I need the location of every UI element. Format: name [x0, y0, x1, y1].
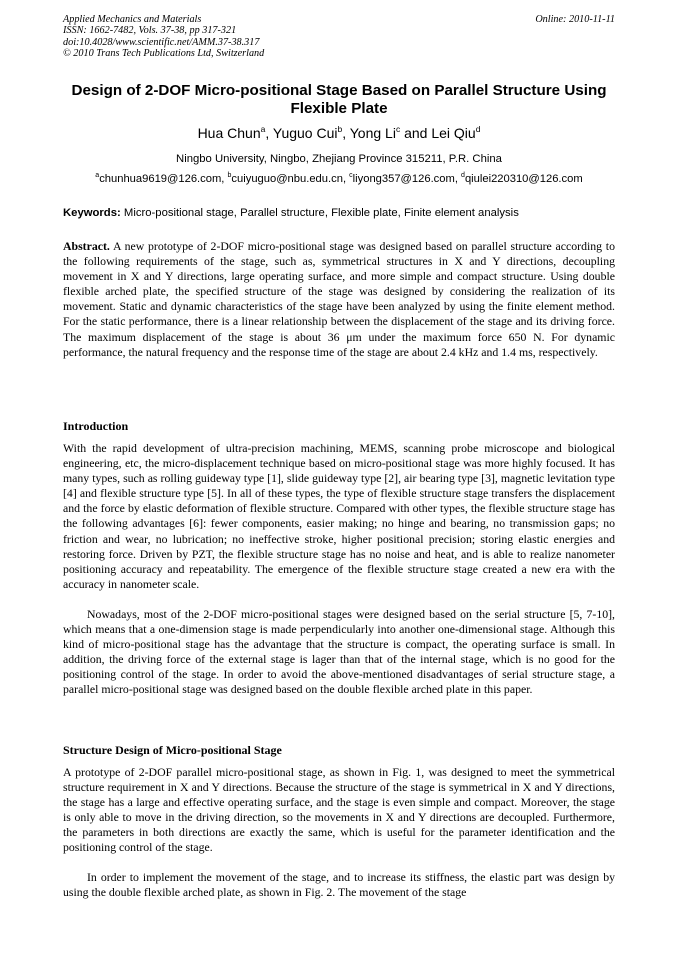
author-sep: ,: [265, 125, 273, 141]
journal-copyright: © 2010 Trans Tech Publications Ltd, Switzerland: [63, 48, 265, 60]
intro-paragraph-2: Nowadays, most of the 2-DOF micro-positional stages were designed based on the serial structure [5, 7-10], which means that a one-dimension stage is made perpendicularly into another one-dimensional stage. Although this kind of micro-positional stage has the advantage that the structure is compact, the operating surface is small. In addition, the driving force of the external stage is lager than that of the internal stage, which is no good for the positioning control of the stage. In order to avoid the above-mentioned disadvantages of serial structure stage, a parallel micro-positional stage was designed based on the double flexible arched plate in this paper.: [63, 607, 615, 697]
email-address[interactable]: liyong357@126.com: [352, 173, 455, 185]
author-sep: ,: [342, 125, 350, 141]
section-heading-introduction: Introduction: [63, 419, 129, 433]
journal-issn: ISSN: 1662-7482, Vols. 37-38, pp 317-321: [63, 25, 237, 37]
affiliation: Ningbo University, Ningbo, Zhejiang Province 315211, P.R. China: [176, 153, 502, 165]
author-sup: d: [475, 124, 481, 134]
author-name: Yong Li: [349, 125, 396, 141]
author-sep: and: [400, 125, 432, 141]
author-name: Hua Chun: [197, 125, 261, 141]
author-sup: c: [395, 124, 401, 134]
section-heading-structure-design: Structure Design of Micro-positional Stage: [63, 743, 282, 757]
email-sup: d: [461, 172, 465, 179]
structure-paragraph-2: In order to implement the movement of the stage, and to increase its stiffness, the elastic part was design by using the double flexible arched plate, as shown in Fig. 2. The movement of the stage: [63, 870, 615, 900]
email-address[interactable]: cuiyuguo@nbu.edu.cn: [231, 173, 343, 185]
abstract-text: A new prototype of 2-DOF micro-positional stage was designed based on parallel structure according to the following requirements of the stage, such as, symmetrical structures in X and Y directions, decoupling movement in X and Y directions, large operating surface, and more simple and compact structure. Using double flexible arched plate, the specified structure of the stage was designed by considering the realization of its movement. Static and dynamic characteristics of the stage have been analyzed by using the finite element method. For the static performance, there is a linear relationship between the displacement of the stage and its driving force. The maximum displacement of the stage is about 36 μm under the maximum force 650 N. For dynamic performance, the natural frequency and the response time of the stage are about 2.4 kHz and 1.4 ms, respectively.: [63, 239, 615, 359]
email-address[interactable]: qiulei220310@126.com: [464, 173, 583, 185]
author-sup: a: [260, 124, 266, 134]
email-sep: ,: [454, 173, 462, 185]
abstract: [63, 239, 615, 360]
keywords-label: Keywords:: [63, 207, 121, 219]
author-sup: b: [337, 124, 343, 134]
keywords-text: Micro-positional stage, Parallel structure, Flexible plate, Finite element analysis: [123, 207, 519, 219]
paper-title: Design of 2-DOF Micro-positional Stage Based on Parallel Structure Using Flexible Plate: [71, 82, 607, 117]
author-list: [63, 124, 615, 142]
email-sep: ,: [221, 173, 228, 185]
email-list: [60, 172, 618, 186]
author-name: Yuguo Cui: [272, 125, 338, 141]
email-address[interactable]: chunhua9619@126.com: [99, 173, 222, 185]
online-date: Online: 2010-11-11: [535, 14, 615, 25]
journal-info: [63, 14, 615, 60]
keywords: [63, 206, 615, 220]
journal-header: [63, 14, 615, 60]
journal-name: Applied Mechanics and Materials: [63, 14, 202, 25]
email-sup: c: [349, 172, 353, 179]
email-sup: a: [95, 172, 100, 179]
email-sep: ,: [342, 173, 350, 185]
journal-doi: doi:10.4028/www.scientific.net/AMM.37-38.317: [63, 36, 260, 48]
intro-paragraph-1: With the rapid development of ultra-precision machining, MEMS, scanning probe microscope and biological engineering, etc, the micro-displacement technique based on micro-positional stage was more highly focused. It has many types, such as rolling guideway type [1], slide guideway type [2], air bearing type [3], magnetic levitation type [4] and flexible structure type [5]. In all of these types, the type of flexible structure stage transfers the displacement and the force by elastic deformation of flexible structure. Compared with other types, the flexible structure stage has the following advantages [6]: fewer components, easier making; no hinge and bearing, no transmission gaps; no friction and wear, no lubrication; no ineffective stroke, higher positional precision; storing elastic energies and restoring force. Driven by PZT, the flexible structure stage has no noise and heat, and is able to realize nanometer positioning accuracy and repeatability. The emergence of the flexible structure stage created a new era with the accuracy in nanometer scale.: [63, 441, 615, 591]
email-sup: b: [227, 172, 232, 179]
author-name: Lei Qiu: [431, 125, 476, 141]
structure-paragraph-1: A prototype of 2-DOF parallel micro-positional stage, as shown in Fig. 1, was designed to meet the symmetrical structure requirement in X and Y directions. Because the structure of the stage is symmetrical in X and Y directions, the stage has a large and effective operating surface, and the stage is even simple and compact. Moreover, the stage is only able to move in the driving direction, so the movements in X and Y directions are decoupled. Furthermore, the parameters in both directions are exactly the same, which is useful for the parameter identification and the positioning control of the stage.: [63, 765, 615, 855]
abstract-label: Abstract.: [63, 239, 110, 253]
